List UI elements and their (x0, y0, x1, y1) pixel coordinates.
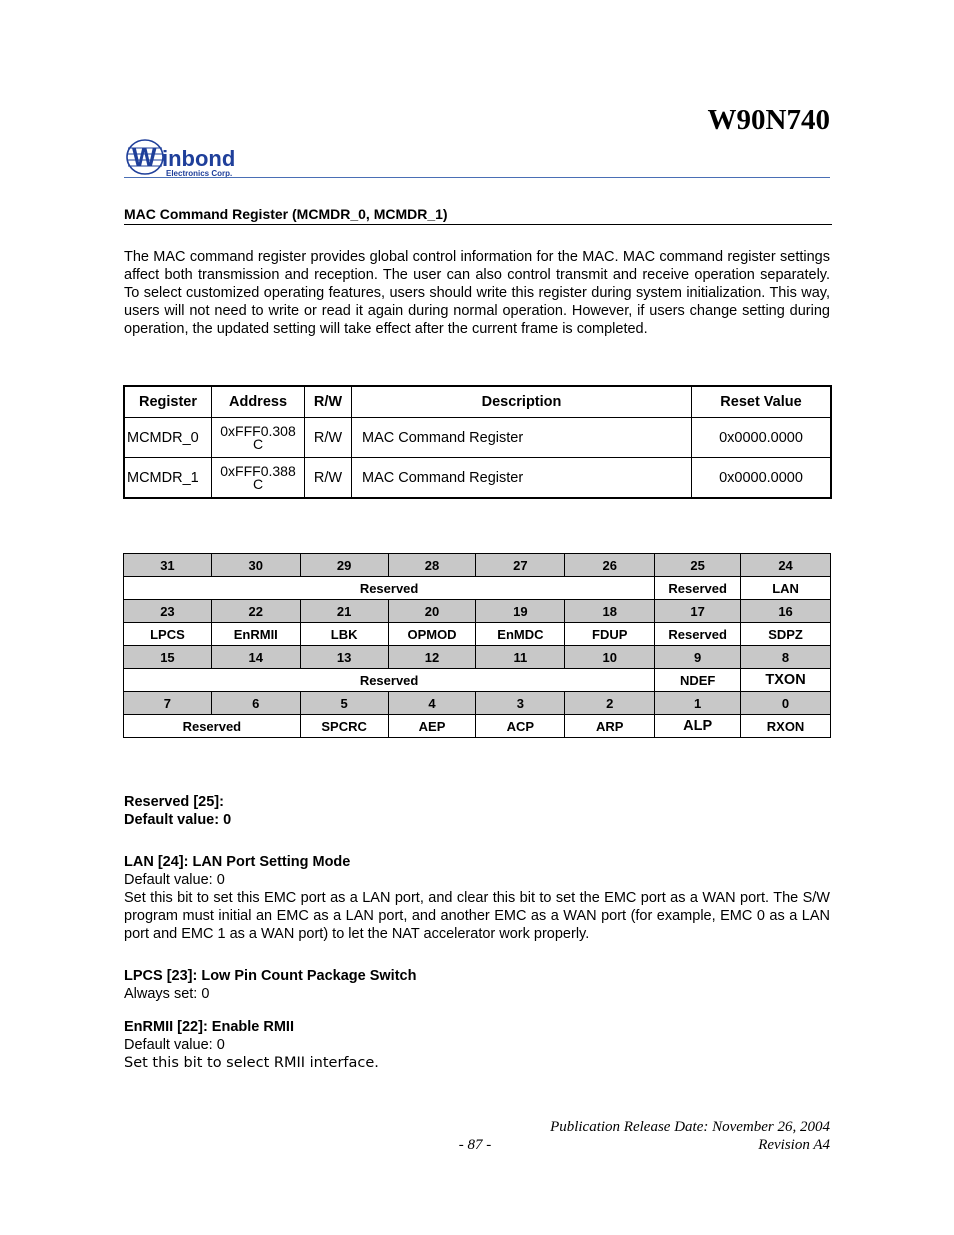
bit-field: LPCS (124, 623, 212, 646)
bit-number: 17 (655, 600, 741, 623)
bit-number-row (124, 554, 831, 577)
bit-number-row (124, 646, 831, 669)
table-row (124, 418, 831, 458)
bit-number: 25 (655, 554, 741, 577)
bit-field: LAN (741, 577, 831, 600)
field-default: Default value: 0 (124, 812, 232, 828)
bit-number: 7 (124, 692, 212, 715)
bit-number: 4 (388, 692, 476, 715)
bit-field: SDPZ (741, 623, 831, 646)
description-cell: MAC Command Register (352, 418, 692, 458)
bit-field: ACP (476, 715, 565, 738)
bit-map-table (123, 553, 831, 738)
bit-number: 16 (741, 600, 831, 623)
bit-field: NDEF (655, 669, 741, 692)
section-rule (124, 224, 832, 225)
chip-title: W90N740 (707, 104, 830, 136)
bit-number: 14 (211, 646, 300, 669)
bit-number-row (124, 600, 831, 623)
field-title: Reserved [25]: (124, 794, 224, 810)
bit-field: Reserved (124, 715, 301, 738)
bit-number: 2 (565, 692, 655, 715)
field-default: Always set: 0 (124, 986, 210, 1002)
bit-number: 5 (300, 692, 388, 715)
register-cell: MCMDR_1 (124, 458, 212, 499)
logo-wordmark: inbond (162, 146, 236, 171)
header-cell: Reset Value (692, 386, 832, 418)
description-cell: MAC Command Register (352, 458, 692, 499)
address-line: C (252, 475, 264, 492)
bit-number: 13 (300, 646, 388, 669)
field-title: LPCS [23]: Low Pin Count Package Switch (124, 968, 417, 984)
logo-subtitle: Electronics Corp. (166, 169, 233, 178)
section-title: MAC Command Register (MCMDR_0, MCMDR_1) (124, 206, 448, 222)
bit-field-row (124, 623, 831, 646)
bit-number: 1 (655, 692, 741, 715)
address-line: 0xFFF0.388 (220, 462, 296, 479)
register-table (123, 385, 832, 499)
bit-field: Reserved (655, 577, 741, 600)
bit-field: FDUP (565, 623, 655, 646)
bit-number: 0 (741, 692, 831, 715)
table-row (124, 458, 831, 499)
bit-number: 19 (476, 600, 565, 623)
bit-field: Reserved (655, 623, 741, 646)
address-line: 0xFFF0.308 (220, 422, 296, 439)
page-number: - 87 - (458, 1137, 492, 1153)
bit-number: 28 (388, 554, 476, 577)
bit-number: 27 (476, 554, 565, 577)
logo-w: W (132, 142, 157, 172)
bit-number: 3 (476, 692, 565, 715)
bit-number: 31 (124, 554, 212, 577)
field-default: Default value: 0 (124, 1037, 225, 1053)
bit-number: 10 (565, 646, 655, 669)
bit-number: 18 (565, 600, 655, 623)
bit-number: 21 (300, 600, 388, 623)
bit-field: OPMOD (388, 623, 476, 646)
field-default: Default value: 0 (124, 872, 225, 888)
field-descriptions (124, 793, 830, 1072)
publication-date: Publication Release Date: November 26, 2004 (550, 1119, 830, 1135)
bit-number: 20 (388, 600, 476, 623)
bit-field: AEP (388, 715, 476, 738)
bit-number-row (124, 692, 831, 715)
bit-number: 26 (565, 554, 655, 577)
bit-field: ARP (565, 715, 655, 738)
address-line: C (252, 435, 264, 452)
bit-field: TXON (741, 669, 831, 692)
bit-number: 23 (124, 600, 212, 623)
header-cell: Register (124, 386, 212, 418)
bit-field-row (124, 669, 831, 692)
address-cell (212, 458, 305, 499)
bit-number: 9 (655, 646, 741, 669)
bit-number: 8 (741, 646, 831, 669)
bit-field-row (124, 577, 831, 600)
bit-field: RXON (741, 715, 831, 738)
rw-cell: R/W (305, 418, 352, 458)
bit-number: 22 (211, 600, 300, 623)
bit-field: LBK (300, 623, 388, 646)
winbond-logo (126, 138, 256, 180)
bit-field: Reserved (124, 577, 655, 600)
header-rule (124, 177, 830, 178)
bit-number: 30 (211, 554, 300, 577)
reset-cell: 0x0000.0000 (692, 418, 832, 458)
bit-number: 11 (476, 646, 565, 669)
header-cell: Address (212, 386, 305, 418)
field-text: Set this bit to set this EMC port as a LAN port, and clear this bit to set the EMC port as a WAN port. The S/W program must initial an EMC as a LAN port, and another EMC as a WAN port (for example, EMC 0 as a LAN port and EMC 1 as a WAN port) to let the NAT accelerator work properly. (124, 890, 830, 942)
bit-field: Reserved (124, 669, 655, 692)
field-text: Set this bit to select RMII interface. (124, 1055, 379, 1071)
header-cell: R/W (305, 386, 352, 418)
bit-number: 24 (741, 554, 831, 577)
bit-number: 12 (388, 646, 476, 669)
bit-field-row (124, 715, 831, 738)
bit-number: 15 (124, 646, 212, 669)
header-cell: Description (352, 386, 692, 418)
bit-field: EnRMII (211, 623, 300, 646)
register-table-header (124, 386, 831, 418)
field-title: LAN [24]: LAN Port Setting Mode (124, 854, 351, 870)
bit-field: ALP (655, 715, 741, 738)
intro-paragraph: The MAC command register provides global control information for the MAC. MAC command register settings affect both transmission and reception. The user can also control transmit and receive operation separately. To select customized operating features, users should write this register during system initialization. This way, users will not need to write or read it again during normal operation. However, if users change setting during operation, the updated setting will take effect after the current frame is completed. (124, 249, 830, 337)
reset-cell: 0x0000.0000 (692, 458, 832, 499)
register-cell: MCMDR_0 (124, 418, 212, 458)
field-title: EnRMII [22]: Enable RMII (124, 1019, 294, 1035)
bit-field: SPCRC (300, 715, 388, 738)
bit-field: EnMDC (476, 623, 565, 646)
bit-number: 6 (211, 692, 300, 715)
winbond-globe-icon (126, 138, 256, 180)
rw-cell: R/W (305, 458, 352, 499)
bit-number: 29 (300, 554, 388, 577)
address-cell (212, 418, 305, 458)
revision: Revision A4 (758, 1137, 830, 1153)
